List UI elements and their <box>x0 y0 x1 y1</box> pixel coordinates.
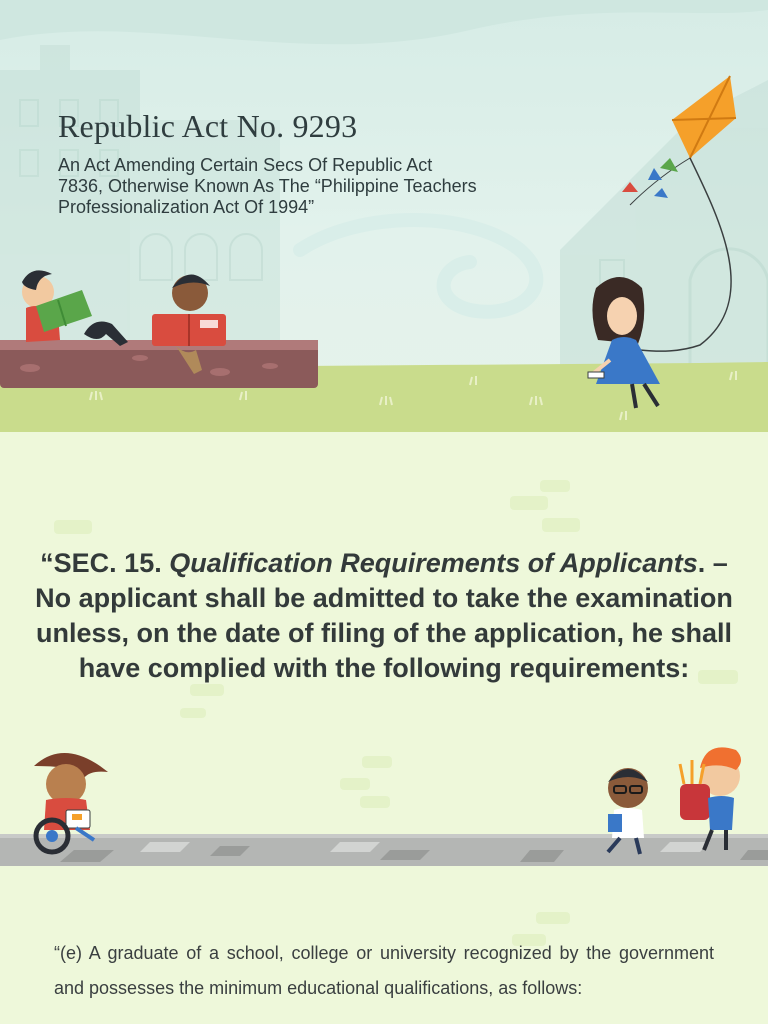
sky-swirl <box>300 220 536 312</box>
section-text: . – No applicant shall be admitted to take the examination unless, on the date of filing of the application, he shall have complied with the following requirements: <box>35 548 733 683</box>
requirement-paragraph: “(e) A graduate of a school, college or university recognized by the government and possesses the minimum educational qualifications, as follows: <box>54 943 714 998</box>
right-building-silhouette <box>560 80 768 370</box>
section-number: “SEC. 15. <box>40 548 170 578</box>
section-title: Qualification Requirements of Applicants <box>169 548 698 578</box>
road <box>0 834 768 866</box>
page-title: Republic Act No. 9293 <box>58 108 358 144</box>
title-slide <box>0 0 768 432</box>
sky-cloud-band <box>0 0 768 44</box>
page-subtitle: An Act Amending Certain Secs Of Republic Act 7836, Otherwise Known As The “Philippine Teachers Professionalization Act Of 1994” <box>58 155 477 217</box>
section-heading <box>20 546 748 686</box>
requirement-slide <box>0 872 768 1024</box>
section-slide <box>0 432 768 872</box>
